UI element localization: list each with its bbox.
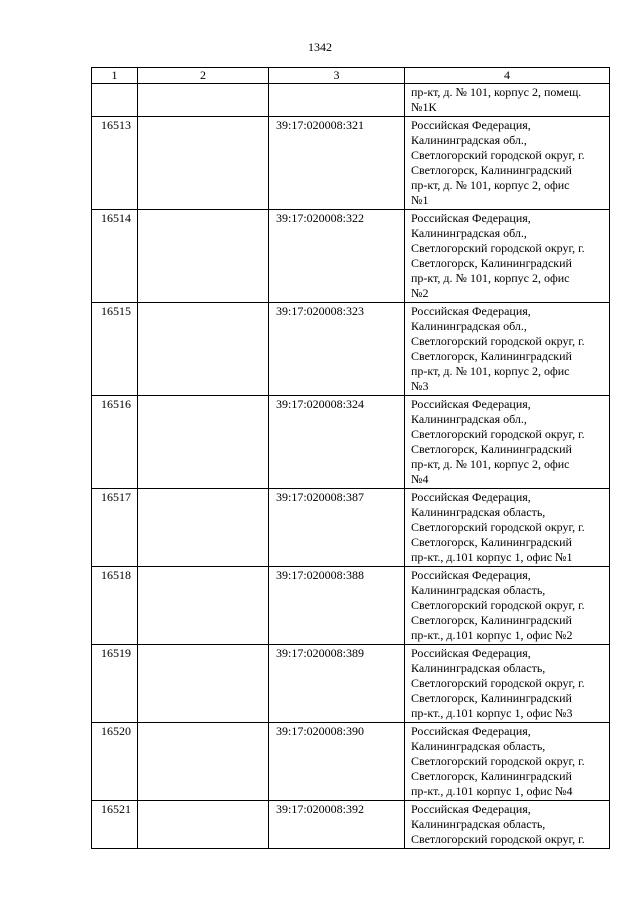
- address-line: Светлогорск, Калининградский: [411, 613, 572, 627]
- address-line: Светлогорский городской округ, г.: [411, 427, 585, 441]
- address-line: Светлогорск, Калининградский: [411, 535, 572, 549]
- cell-col2: [138, 303, 269, 396]
- cell-cadastral: 39:17:020008:321: [269, 117, 405, 210]
- address-line: пр-кт, д. № 101, корпус 2, офис: [411, 364, 570, 378]
- address-line: Российская Федерация,: [411, 211, 531, 225]
- cell-address: [405, 84, 610, 117]
- cell-cadastral: 39:17:020008:388: [269, 567, 405, 645]
- column-header: 4: [405, 68, 610, 84]
- cell-cadastral: 39:17:020008:323: [269, 303, 405, 396]
- cell-address: [405, 567, 610, 645]
- cell-number: 16517: [92, 489, 138, 567]
- cell-address: [405, 396, 610, 489]
- address-line: Российская Федерация,: [411, 568, 531, 582]
- cell-cadastral: [269, 84, 405, 117]
- table-row: [92, 723, 610, 801]
- address-line: Калининградская область,: [411, 583, 546, 597]
- table-row: [92, 210, 610, 303]
- address-line: Российская Федерация,: [411, 490, 531, 504]
- address-line: Российская Федерация,: [411, 118, 531, 132]
- cell-cadastral: 39:17:020008:390: [269, 723, 405, 801]
- address-line: Светлогорск, Калининградский: [411, 163, 572, 177]
- address-line: Калининградская обл.,: [411, 319, 527, 333]
- cell-col2: [138, 567, 269, 645]
- address-line: Светлогорский городской округ, г.: [411, 148, 585, 162]
- cell-address: [405, 117, 610, 210]
- table-row: [92, 801, 610, 849]
- address-line: Светлогорский городской округ, г.: [411, 754, 585, 768]
- cell-cadastral: 39:17:020008:392: [269, 801, 405, 849]
- page-number: 1342: [308, 40, 332, 54]
- cell-number: 16518: [92, 567, 138, 645]
- cell-cadastral: 39:17:020008:324: [269, 396, 405, 489]
- address-line: Светлогорский городской округ, г.: [411, 241, 585, 255]
- cell-number: 16520: [92, 723, 138, 801]
- cell-col2: [138, 396, 269, 489]
- column-header: 1: [92, 68, 138, 84]
- address-line: Калининградская обл.,: [411, 226, 527, 240]
- cell-cadastral: 39:17:020008:389: [269, 645, 405, 723]
- column-header: 3: [269, 68, 405, 84]
- address-line: №4: [411, 472, 429, 486]
- cell-col2: [138, 723, 269, 801]
- cell-address: [405, 645, 610, 723]
- table-row: [92, 489, 610, 567]
- address-line: пр-кт., д.101 корпус 1, офис №4: [411, 784, 573, 798]
- address-line: пр-кт, д. № 101, корпус 2, помещ.: [411, 85, 582, 99]
- address-line: Калининградская обл.,: [411, 412, 527, 426]
- address-line: Светлогорский городской округ, г.: [411, 520, 585, 534]
- table-row: [92, 396, 610, 489]
- cell-number: 16521: [92, 801, 138, 849]
- address-line: пр-кт., д.101 корпус 1, офис №1: [411, 550, 573, 564]
- cell-address: [405, 210, 610, 303]
- registry-table: [91, 67, 610, 849]
- address-line: Светлогорск, Калининградский: [411, 349, 572, 363]
- address-line: Светлогорск, Калининградский: [411, 442, 572, 456]
- address-line: Калининградская область,: [411, 505, 546, 519]
- cell-number: [92, 84, 138, 117]
- table-row: [92, 645, 610, 723]
- address-line: Калининградская область,: [411, 817, 546, 831]
- address-line: Российская Федерация,: [411, 304, 531, 318]
- address-line: №2: [411, 286, 429, 300]
- address-line: Российская Федерация,: [411, 724, 531, 738]
- cell-col2: [138, 210, 269, 303]
- address-line: Светлогорский городской округ, г.: [411, 598, 585, 612]
- cell-cadastral: 39:17:020008:322: [269, 210, 405, 303]
- table-row: [92, 567, 610, 645]
- cell-number: 16515: [92, 303, 138, 396]
- address-line: Светлогорск, Калининградский: [411, 256, 572, 270]
- continued-row: [92, 84, 610, 117]
- cell-col2: [138, 489, 269, 567]
- address-line: Российская Федерация,: [411, 397, 531, 411]
- cell-col2: [138, 645, 269, 723]
- cell-number: 16514: [92, 210, 138, 303]
- address-line: Светлогорск, Калининградский: [411, 769, 572, 783]
- cell-address: [405, 801, 610, 849]
- cell-col2: [138, 117, 269, 210]
- address-line: Светлогорск, Калининградский: [411, 691, 572, 705]
- cell-number: 16519: [92, 645, 138, 723]
- column-header: 2: [138, 68, 269, 84]
- cell-address: [405, 489, 610, 567]
- cell-address: [405, 723, 610, 801]
- cell-address: [405, 303, 610, 396]
- cell-number: 16516: [92, 396, 138, 489]
- address-line: Светлогорский городской округ, г.: [411, 334, 585, 348]
- address-line: №1: [411, 193, 429, 207]
- address-line: пр-кт., д.101 корпус 1, офис №2: [411, 628, 573, 642]
- column-header-row: [92, 68, 610, 84]
- address-line: Светлогорский городской округ, г.: [411, 676, 585, 690]
- address-line: Российская Федерация,: [411, 646, 531, 660]
- address-line: Калининградская область,: [411, 661, 546, 675]
- table-row: [92, 117, 610, 210]
- address-line: пр-кт., д.101 корпус 1, офис №3: [411, 706, 573, 720]
- cell-cadastral: 39:17:020008:387: [269, 489, 405, 567]
- address-line: Светлогорский городской округ, г.: [411, 832, 585, 846]
- address-line: №3: [411, 379, 429, 393]
- address-line: Калининградская обл.,: [411, 133, 527, 147]
- cell-number: 16513: [92, 117, 138, 210]
- cell-col2: [138, 801, 269, 849]
- table-row: [92, 303, 610, 396]
- address-line: Калининградская область,: [411, 739, 546, 753]
- address-line: пр-кт, д. № 101, корпус 2, офис: [411, 178, 570, 192]
- cell-col2: [138, 84, 269, 117]
- address-line: пр-кт, д. № 101, корпус 2, офис: [411, 457, 570, 471]
- address-line: №1К: [411, 100, 437, 114]
- address-line: пр-кт, д. № 101, корпус 2, офис: [411, 271, 570, 285]
- address-line: Российская Федерация,: [411, 802, 531, 816]
